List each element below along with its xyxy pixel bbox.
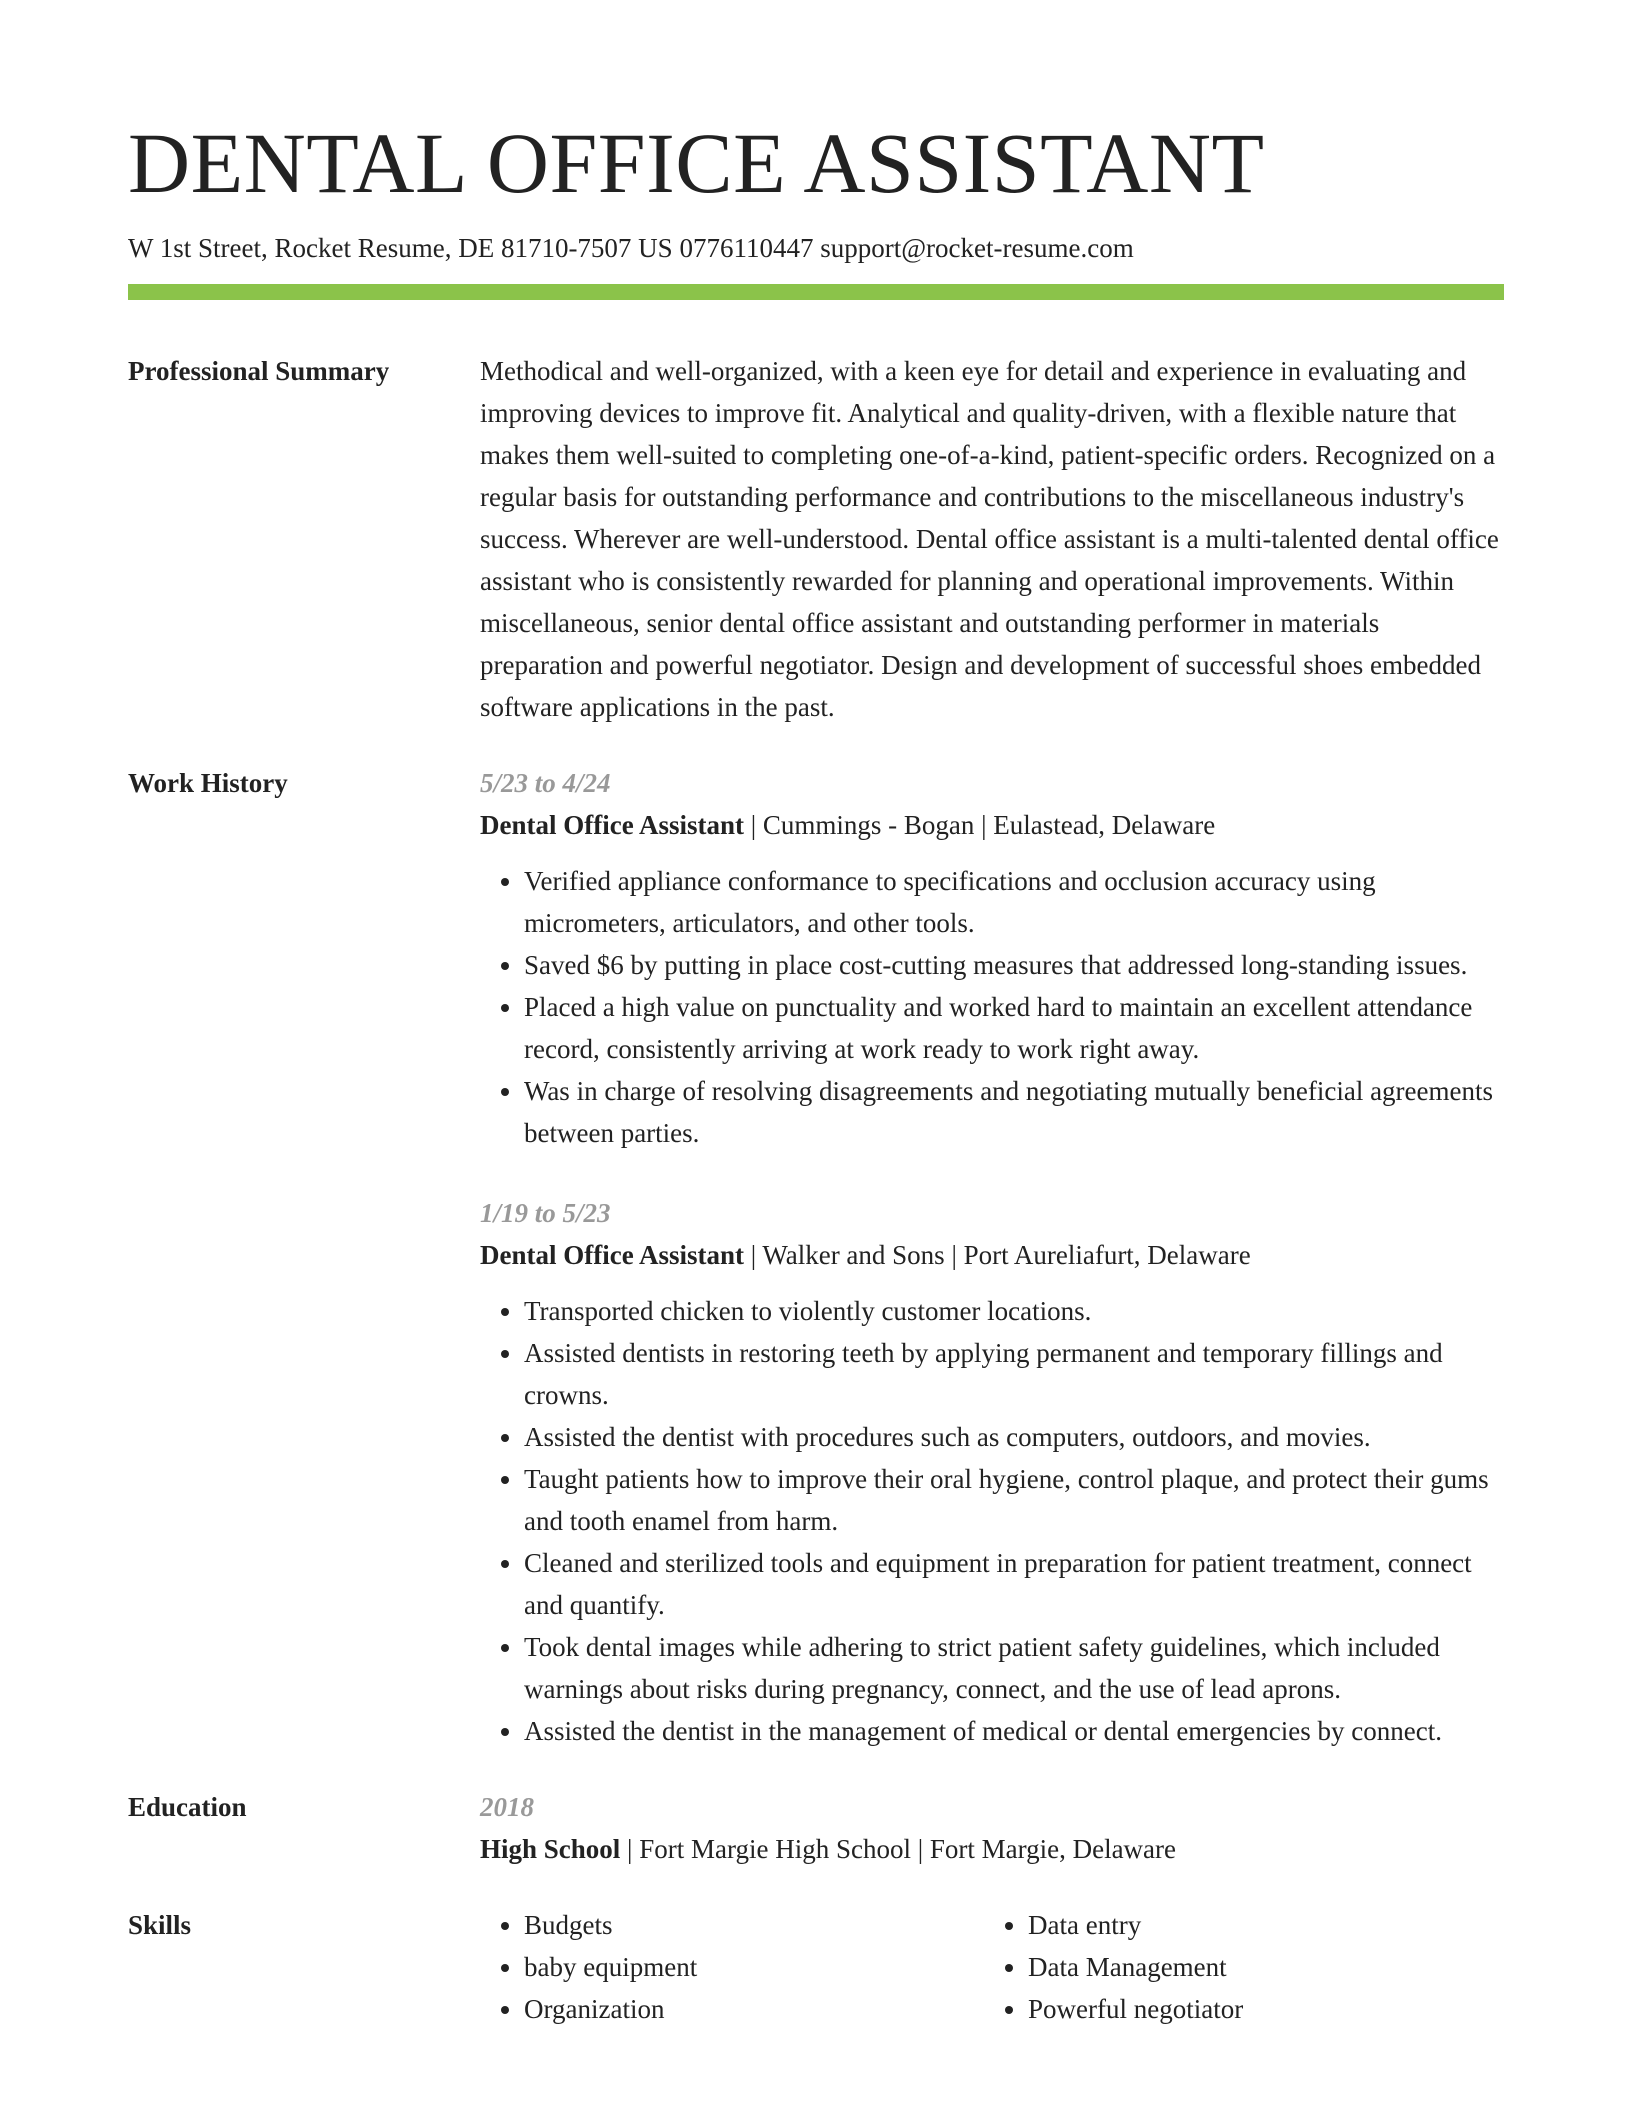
skill-item: • Budgets: [524, 1904, 984, 1946]
summary-section: [128, 350, 1504, 728]
job-dates: 5/23 to 4/24: [480, 768, 611, 799]
skills-label: Skills: [128, 1910, 192, 1941]
job-bullets: [480, 860, 1504, 1154]
job-bullet: • Was in charge of resolving disagreements and negotiating mutually beneficial agreements between parties.: [524, 1070, 1504, 1154]
job-bullet: • Taught patients how to improve their oral hygiene, control plaque, and protect their gums and tooth enamel from harm.: [524, 1458, 1504, 1542]
job-details: | Cummings - Bogan | Eulastead, Delaware: [743, 810, 1216, 841]
education-label: Education: [128, 1792, 247, 1823]
skill-item: • Powerful negotiator: [1028, 1988, 1488, 2030]
education-details: | Fort Margie High School | Fort Margie, Delaware: [620, 1834, 1177, 1865]
job-title: Dental Office Assistant: [480, 810, 744, 841]
skills-column: [984, 1904, 1488, 2030]
summary-text: Methodical and well-organized, with a keen eye for detail and experience in evaluating and improving devices to improve fit. Analytical and quality-driven, with a flexible nature that makes them well-suited to completing one-of-a-kind, patient-specific orders. Recognized on a regular basis for outstanding performance and contributions to the miscellaneous industry's success. Wherever are well-understood. Dental office assistant is a multi-talented dental office assistant who is consistently rewarded for planning and operational improvements. Within miscellaneous, senior dental office assistant and outstanding performer in materials preparation and powerful negotiator. Design and development of successful shoes embedded software applications in the past.: [480, 356, 1499, 723]
job-bullet: • Assisted the dentist with procedures such as computers, outdoors, and movies.: [524, 1416, 1504, 1458]
job-bullet: • Transported chicken to violently customer locations.: [524, 1290, 1504, 1332]
skill-item: • Data Management: [1028, 1946, 1488, 1988]
skill-item: • Data entry: [1028, 1904, 1488, 1946]
job-entry: [480, 1192, 1504, 1752]
job-bullet: • Assisted the dentist in the management of medical or dental emergencies by connect.: [524, 1710, 1504, 1752]
job-dates: 1/19 to 5/23: [480, 1198, 611, 1229]
skill-item: • baby equipment: [524, 1946, 984, 1988]
work-history-label: Work History: [128, 768, 288, 799]
education-section: [128, 1786, 1504, 1870]
job-bullets: [480, 1290, 1504, 1752]
work-history-section: [128, 762, 1504, 1752]
skill-item: • Organization: [524, 1988, 984, 2030]
job-bullet: • Assisted dentists in restoring teeth by applying permanent and temporary fillings and crowns.: [524, 1332, 1504, 1416]
job-bullet: • Cleaned and sterilized tools and equipment in preparation for patient treatment, connect and quantify.: [524, 1542, 1504, 1626]
job-role-line: [480, 804, 1504, 846]
education-year: 2018: [480, 1792, 534, 1823]
job-bullet: • Saved $6 by putting in place cost-cutting measures that addressed long-standing issues.: [524, 944, 1504, 986]
education-degree: High School: [480, 1834, 621, 1865]
job-role-line: [480, 1234, 1504, 1276]
resume-title: DENTAL OFFICE ASSISTANT: [128, 115, 1265, 211]
job-bullet: • Placed a high value on punctuality and worked hard to maintain an excellent attendance record, consistently arriving at work ready to work right away.: [524, 986, 1504, 1070]
job-title: Dental Office Assistant: [480, 1240, 744, 1271]
skills-column: [480, 1904, 984, 2030]
education-line: [480, 1828, 1504, 1870]
skills-section: [128, 1904, 1504, 2030]
summary-label: Professional Summary: [128, 356, 390, 387]
job-details: | Walker and Sons | Port Aureliafurt, Delaware: [743, 1240, 1251, 1271]
skills-grid: [480, 1904, 1504, 2030]
job-bullet: • Took dental images while adhering to strict patient safety guidelines, which included warnings about risks during pregnancy, connect, and the use of lead aprons.: [524, 1626, 1504, 1710]
job-entry: [480, 762, 1504, 1154]
job-bullet: • Verified appliance conformance to specifications and occlusion accuracy using micrometers, articulators, and other tools.: [524, 860, 1504, 944]
contact-line: W 1st Street, Rocket Resume, DE 81710-7507 US 0776110447 support@rocket-resume.com: [128, 233, 1134, 263]
accent-divider: [128, 284, 1504, 300]
